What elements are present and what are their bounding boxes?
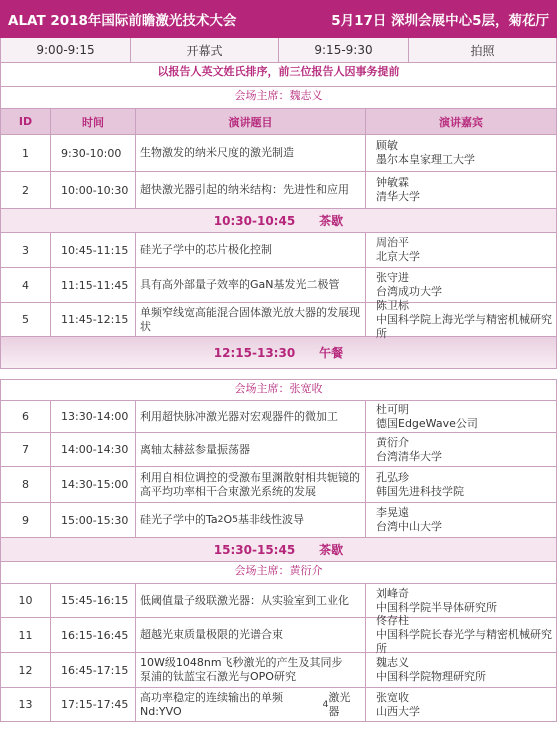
speaker-affiliation: 北京大学 <box>376 250 420 263</box>
table-row <box>0 233 557 268</box>
talk-topic: 单频窄线宽高能混合固体激光放大器的发展现状 <box>136 303 366 336</box>
session-host: 会场主席：魏志义 <box>0 87 557 109</box>
talk-id: 2 <box>1 172 51 208</box>
talk-speaker <box>366 298 556 340</box>
speaker-affiliation: 台湾成功大学 <box>376 285 442 298</box>
break-label: 茶歇 <box>319 543 344 557</box>
talk-speaker <box>366 503 556 537</box>
talk-time: 16:15-16:45 <box>51 618 136 652</box>
table-row <box>0 653 557 688</box>
col-id: ID <box>1 109 51 134</box>
talk-id: 8 <box>1 467 51 502</box>
topic-line-1: 10W级1048nm飞秒激光的产生及其同步 <box>140 656 343 669</box>
talk-topic: 离轴太赫兹参量振荡器 <box>136 433 366 466</box>
speaker-name: 陈卫标 <box>376 298 409 312</box>
speaker-affiliation: 中国科学院上海光学与精密机械研究所 <box>376 312 552 340</box>
speaker-name: 周治平 <box>376 236 409 249</box>
speaker-name: 佟存柱 <box>376 614 409 627</box>
speaker-name: 杜可明 <box>376 402 409 416</box>
table-row <box>0 298 557 340</box>
talk-id: 7 <box>1 433 51 466</box>
lunch-time: 12:15-13:30 <box>213 345 296 360</box>
talk-topic: 硅光子学中的芯片极化控制 <box>136 233 366 267</box>
talk-time: 11:45-12:15 <box>51 303 136 336</box>
talk-speaker <box>366 135 556 171</box>
talk-time: 15:00-15:30 <box>51 503 136 537</box>
talk-time: 14:00-14:30 <box>51 433 136 466</box>
talk-id: 1 <box>1 135 51 171</box>
talk-speaker <box>366 584 556 617</box>
talk-topic: 超快激光器引起的纳米结构：先进性和应用 <box>136 172 366 208</box>
talk-topic <box>136 653 366 687</box>
speaker-affiliation: 山西大学 <box>376 704 420 718</box>
talk-topic: 高功率稳定的连续输出的单频Nd:YVO 4 激光器 <box>136 688 366 721</box>
speaker-name: 孔弘珍 <box>376 470 409 484</box>
talk-speaker <box>366 688 556 721</box>
talk-time: 10:00-10:30 <box>51 172 136 208</box>
lunch-label: 午餐 <box>319 346 344 360</box>
talk-id: 6 <box>1 401 51 432</box>
talk-id: 13 <box>1 688 51 721</box>
lunch-row <box>0 337 557 369</box>
table-row <box>0 401 557 433</box>
break-time: 15:30-15:45 <box>213 542 296 557</box>
talk-time: 16:45-17:15 <box>51 653 136 687</box>
talk-speaker <box>366 433 556 466</box>
opening-time-1: 9:00-9:15 <box>1 38 131 62</box>
talk-topic: 超越光束质量极限的光谱合束 <box>136 618 366 652</box>
table-row <box>0 503 557 538</box>
table-row <box>0 433 557 467</box>
talk-time: 14:30-15:00 <box>51 467 136 502</box>
talk-speaker <box>366 233 556 267</box>
opening-event-1: 开幕式 <box>131 38 279 62</box>
topic-line-2: 泵浦的钛蓝宝石激光与OPO研究 <box>140 670 296 683</box>
talk-speaker <box>366 653 556 687</box>
talk-speaker <box>366 614 556 655</box>
talk-time: 9:30-10:00 <box>51 135 136 171</box>
speaker-affiliation: 中国科学院物理研究所 <box>376 670 486 683</box>
opening-time-2: 9:15-9:30 <box>279 38 409 62</box>
table-row <box>0 268 557 303</box>
opening-event-2: 拍照 <box>470 43 495 58</box>
topic-line-2: 高平均功率相干合束激光系统的发展 <box>140 484 316 498</box>
talk-id: 11 <box>1 618 51 652</box>
talk-time: 15:45-16:15 <box>51 584 136 617</box>
session-host: 会场主席：张宽收 <box>0 379 557 401</box>
speaker-affiliation: 墨尔本皇家理工大学 <box>376 153 475 166</box>
speaker-name: 顾敏 <box>376 139 398 152</box>
speaker-name: 刘峰奇 <box>376 586 409 600</box>
talk-time: 10:45-11:15 <box>51 233 136 267</box>
talk-speaker <box>366 467 556 502</box>
talk-id: 3 <box>1 233 51 267</box>
speaker-affiliation: 韩国先进科技学院 <box>376 484 464 498</box>
talk-speaker <box>366 268 556 302</box>
tea-break-row <box>0 209 557 233</box>
talk-time: 11:15-11:45 <box>51 268 136 302</box>
ordering-note: 以报告人英文姓氏排序，前三位报告人因事务提前 <box>0 63 557 87</box>
talk-time: 13:30-14:00 <box>51 401 136 432</box>
talk-topic <box>136 467 366 502</box>
speaker-affiliation: 台湾中山大学 <box>376 520 442 533</box>
session-host: 会场主席：黄衍介 <box>0 562 557 584</box>
talk-id: 4 <box>1 268 51 302</box>
col-topic: 演讲题目 <box>136 109 366 134</box>
speaker-name: 魏志义 <box>376 656 409 669</box>
table-row <box>0 172 557 209</box>
talk-speaker <box>366 401 556 432</box>
break-time: 10:30-10:45 <box>213 213 296 228</box>
opening-row <box>0 38 557 63</box>
talk-time: 17:15-17:45 <box>51 688 136 721</box>
topic-line-1: 利用自相位调控的受激布里渊散射相共轭镜的 <box>140 470 360 484</box>
talk-topic: 生物激发的纳米尺度的激光制造 <box>136 135 366 171</box>
talk-topic: 利用超快脉冲激光器对宏观器件的微加工 <box>136 401 366 432</box>
talk-id: 10 <box>1 584 51 617</box>
speaker-affiliation: 中国科学院长春光学与精密机械研究所 <box>376 628 552 655</box>
table-row <box>0 584 557 618</box>
header-bar <box>0 0 557 38</box>
talk-speaker <box>366 172 556 208</box>
speaker-name: 钟敏霖 <box>376 176 409 189</box>
tea-break-row <box>0 538 557 562</box>
table-row <box>0 467 557 503</box>
speaker-name: 张守进 <box>376 271 409 284</box>
speaker-name: 张宽收 <box>376 690 409 704</box>
speaker-affiliation: 清华大学 <box>376 190 420 203</box>
talk-topic: 低阈值量子级联激光器：从实验室到工业化 <box>136 584 366 617</box>
speaker-name: 李晃遠 <box>376 506 409 519</box>
section-gap <box>0 369 557 379</box>
table-row <box>0 135 557 172</box>
talk-topic: 具有高外部量子效率的GaN基发光二极管 <box>136 268 366 302</box>
date-venue: 5月17日 深圳会展中心5层，菊花厅 <box>331 13 549 29</box>
table-row <box>0 614 557 655</box>
speaker-affiliation: 中国科学院半导体研究所 <box>376 600 497 614</box>
speaker-affiliation: 台湾清华大学 <box>376 449 442 463</box>
talk-topic: 硅光子学中的Ta 2 O 5 基非线性波导 <box>136 503 366 537</box>
talk-id: 12 <box>1 653 51 687</box>
talk-id: 9 <box>1 503 51 537</box>
break-label: 茶歇 <box>319 214 344 228</box>
col-time: 时间 <box>51 109 136 134</box>
speaker-affiliation: 德国EdgeWave公司 <box>376 416 478 430</box>
talk-id: 5 <box>1 303 51 336</box>
speaker-name: 黄衍介 <box>376 435 409 449</box>
table-row <box>0 688 557 722</box>
table-header <box>0 109 557 135</box>
conference-title: ALAT 2018年国际前瞻激光技术大会 <box>8 13 237 29</box>
col-speaker: 演讲嘉宾 <box>439 115 483 129</box>
